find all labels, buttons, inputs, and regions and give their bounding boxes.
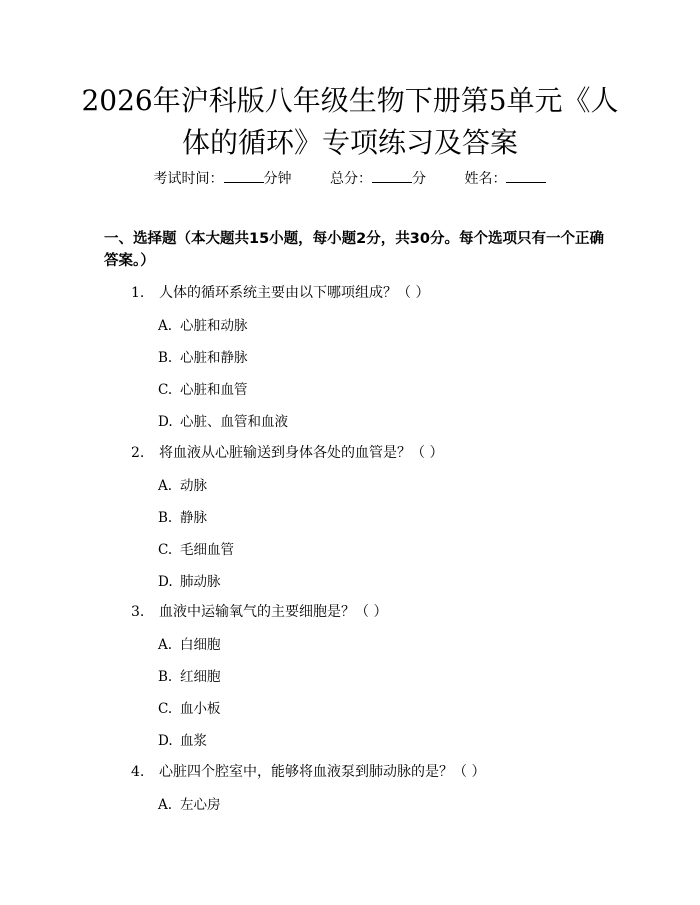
option-letter: A.: [158, 637, 173, 653]
question-3: [131, 601, 387, 621]
question-number: 2.: [131, 445, 145, 461]
question-3-option-b: [158, 665, 221, 685]
name-label: 姓名：: [464, 171, 507, 187]
question-4-option-a: [158, 793, 221, 813]
total-score-field: [330, 171, 426, 187]
option-letter: A.: [158, 797, 173, 813]
option-text: 血小板: [180, 701, 221, 717]
question-text: 人体的循环系统主要由以下哪项组成？（ ）: [159, 285, 430, 301]
option-letter: D.: [158, 574, 173, 590]
exam-time-blank: [224, 170, 264, 183]
question-3-option-c: [158, 697, 221, 717]
question-2-option-d: [158, 570, 221, 590]
question-1-option-d: [158, 410, 288, 430]
option-text: 毛细血管: [180, 542, 234, 558]
total-score-unit: 分: [412, 171, 426, 187]
question-2-option-c: [158, 538, 234, 558]
option-letter: D.: [158, 733, 173, 749]
question-3-option-a: [158, 633, 221, 653]
exam-time-unit: 分钟: [263, 171, 292, 187]
option-letter: D.: [158, 414, 173, 430]
option-text: 心脏和动脉: [180, 318, 248, 334]
option-letter: A.: [158, 318, 173, 334]
exam-info: [0, 168, 700, 188]
option-letter: C.: [158, 701, 173, 717]
option-text: 心脏和血管: [180, 382, 248, 398]
option-letter: B.: [158, 350, 173, 366]
name-blank: [506, 170, 546, 183]
question-text: 将血液从心脏输送到身体各处的血管是？（ ）: [159, 445, 444, 461]
question-4: [131, 761, 485, 781]
exam-time-field: [154, 171, 292, 187]
option-text: 动脉: [180, 478, 207, 494]
total-score-blank: [372, 170, 412, 183]
question-number: 1.: [131, 285, 145, 301]
option-text: 白细胞: [180, 637, 221, 653]
option-letter: C.: [158, 382, 173, 398]
option-letter: A.: [158, 478, 173, 494]
total-score-label: 总分：: [330, 171, 372, 187]
option-text: 心脏和静脉: [180, 350, 248, 366]
question-1-option-a: [158, 314, 248, 334]
option-text: 肺动脉: [180, 574, 221, 590]
option-text: 心脏、血管和血液: [180, 414, 288, 430]
option-text: 红细胞: [180, 669, 221, 685]
question-1-option-b: [158, 346, 248, 366]
name-field: [464, 171, 546, 187]
option-letter: C.: [158, 542, 173, 558]
question-2-option-a: [158, 474, 207, 494]
question-number: 3.: [131, 604, 145, 620]
option-text: 血浆: [180, 733, 207, 749]
question-text: 血液中运输氧气的主要细胞是？（ ）: [159, 604, 388, 620]
option-text: 静脉: [180, 510, 207, 526]
section-heading: 一、选择题（本大题共15小题，每小题2分，共30分。每个选项只有一个正确答案。）: [104, 231, 604, 269]
question-number: 4.: [131, 764, 145, 780]
question-2: [131, 442, 443, 462]
option-letter: B.: [158, 669, 173, 685]
question-text: 心脏四个腔室中，能够将血液泵到肺动脉的是？（ ）: [159, 764, 486, 780]
document-title: 2026年沪科版八年级生物下册第5单元《人体的循环》专项练习及答案: [81, 84, 619, 159]
question-1: [131, 282, 429, 302]
option-text: 左心房: [180, 797, 221, 813]
option-letter: B.: [158, 510, 173, 526]
exam-time-label: 考试时间：: [153, 171, 224, 187]
question-1-option-c: [158, 378, 248, 398]
question-2-option-b: [158, 506, 207, 526]
question-3-option-d: [158, 729, 207, 749]
